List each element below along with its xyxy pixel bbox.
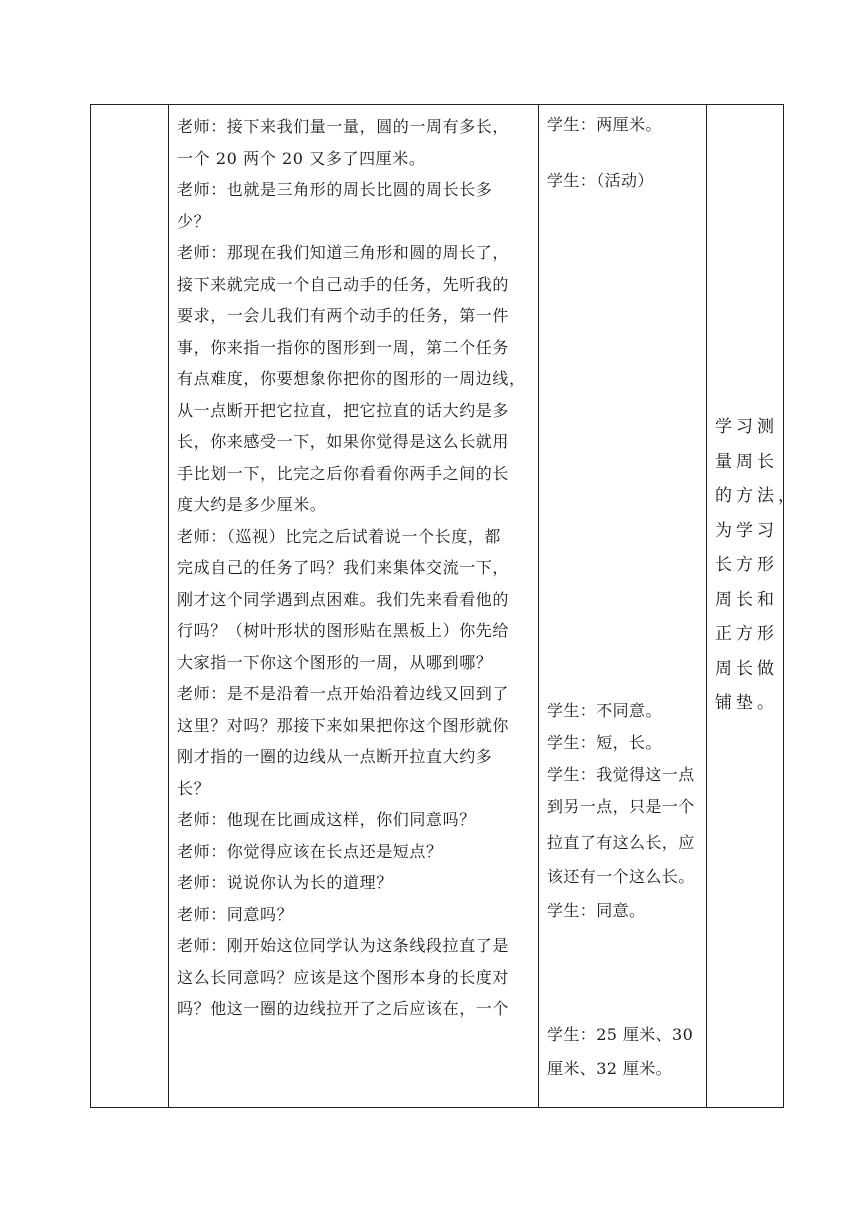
teacher-line: 手比划一下，比完之后你看看你两手之间的长 [177, 463, 510, 483]
teacher-line: 老师：也就是三角形的周长比圆的周长长多 [177, 180, 493, 199]
design-intent-line: 周长做 [715, 658, 778, 679]
student-line: 学生：我觉得这一点 [547, 765, 695, 784]
design-intent-line: 学习测 [715, 417, 778, 437]
student-line: 该还有一个这么长。 [547, 867, 695, 886]
teacher-line: 这里？对吗？那接下来如果把你这个图形就你 [177, 715, 510, 735]
student-line: 厘米、32 厘米。 [547, 1059, 673, 1078]
student-line: 学生：不同意。 [547, 701, 662, 720]
teacher-line: 老师：（巡视）比完之后试着说一个长度，都 [177, 526, 502, 546]
design-intent-column [707, 105, 799, 1107]
teacher-activity-column [168, 105, 538, 1107]
student-line: 学生：两厘米。 [547, 115, 662, 134]
teacher-line: 老师：他现在比画成这样，你们同意吗？ [177, 810, 476, 829]
teacher-line: 少？ [177, 211, 211, 231]
teacher-line: 事，你来指一指你的图形到一周，第二个任务 [177, 337, 510, 357]
teacher-line: 大家指一下你这个图形的一周，从哪到哪？ [177, 652, 493, 672]
student-line: 到另一点，只是一个 [547, 797, 695, 816]
teacher-line: 老师：接下来我们量一量，圆的一周有多长， [177, 117, 510, 136]
student-line: 学生：（活动） [547, 171, 654, 190]
teacher-line: 吗？他这一圈的边线拉开了之后应该在，一个 [177, 999, 510, 1018]
design-intent-line: 的方法， [715, 486, 799, 506]
empty-first-column [91, 105, 168, 1107]
teacher-line: 老师：刚开始这位同学认为这条线段拉直了是 [177, 936, 510, 955]
teacher-line: 行吗？（树叶形状的图形贴在黑板上）你先给 [177, 621, 510, 640]
student-line: 拉直了有这么长，应 [547, 833, 695, 852]
teacher-line: 接下来就完成一个自己动手的任务，先听我的 [177, 274, 510, 294]
teacher-line: 老师：你觉得应该在长点还是短点？ [177, 841, 443, 861]
design-intent-line: 量周长 [715, 451, 778, 472]
teacher-line: 要求，一会儿我们有两个动手的任务，第一件 [177, 306, 510, 325]
design-intent-line: 周长和 [715, 589, 778, 610]
teacher-line: 度大约是多少厘米。 [177, 495, 327, 514]
teacher-line: 完成自己的任务了吗？我们来集体交流一下， [177, 558, 510, 577]
teacher-line: 刚才指的一圈的边线从一点断开拉直大约多 [177, 747, 493, 766]
student-activity-column [539, 105, 706, 1107]
teacher-line: 从一点断开把它拉直，把它拉直的话大约是多 [177, 400, 510, 420]
teacher-line: 老师：是不是沿着一点开始沿着边线又回到了 [177, 684, 510, 703]
student-line: 学生：25 厘米、30 [547, 1025, 694, 1044]
lesson-table [90, 104, 799, 1108]
teacher-line: 刚才这个同学遇到点困难。我们先来看看他的 [177, 589, 510, 609]
teacher-line: 这么长同意吗？应该是这个图形本身的长度对 [177, 967, 510, 987]
teacher-line: 老师：那现在我们知道三角形和圆的周长了， [177, 243, 510, 262]
teacher-line: 有点难度，你要想象你把你的图形的一周边线， [177, 369, 526, 388]
teacher-line: 老师：同意吗？ [177, 904, 294, 924]
student-line: 学生：同意。 [547, 901, 646, 920]
design-intent-line: 为学习 [715, 520, 778, 541]
teacher-line: 老师：说说你认为长的道理？ [177, 873, 393, 892]
design-intent-line: 铺垫。 [715, 693, 778, 713]
teacher-line: 长，你来感受一下，如果你觉得是这么长就用 [177, 432, 510, 451]
design-intent-line: 正方形 [715, 624, 778, 644]
teacher-line: 一个 20 两个 20 又多了四厘米。 [177, 148, 426, 168]
design-intent-line: 长方形 [715, 555, 778, 575]
teacher-line: 长？ [177, 778, 211, 798]
student-line: 学生：短，长。 [547, 733, 662, 752]
